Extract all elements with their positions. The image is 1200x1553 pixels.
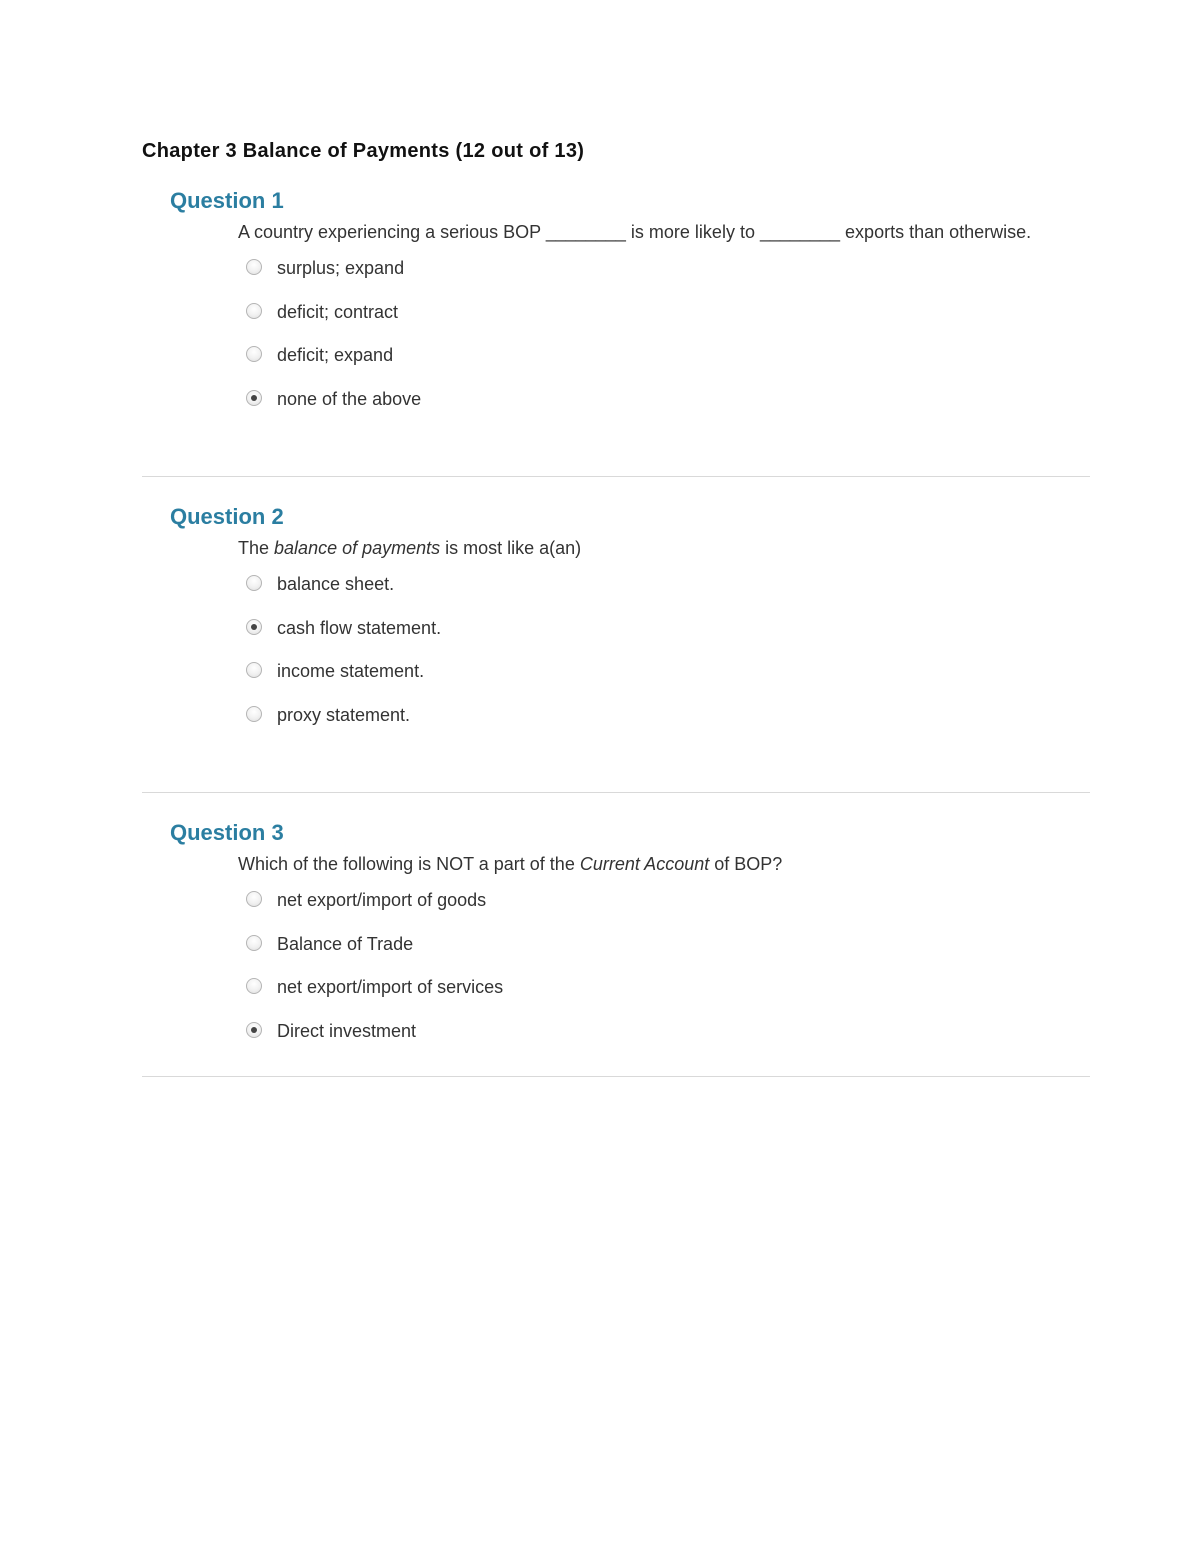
option-label: income statement. (277, 661, 425, 681)
section-divider (142, 476, 1090, 477)
option-label: deficit; expand (277, 345, 394, 365)
radio-button[interactable] (246, 978, 262, 994)
option-label: proxy statement. (277, 704, 411, 725)
option-label: deficit; contract (277, 301, 399, 322)
question-heading: Question 2 (170, 504, 284, 529)
option-label: balance sheet. (277, 574, 395, 594)
radio-button[interactable] (246, 706, 262, 722)
question-heading: Question 1 (170, 188, 284, 213)
prompt-text: A country experiencing a serious BOP ________ is more likely to ________ exports than otherwise. (238, 222, 1032, 242)
radio-button[interactable] (246, 935, 262, 951)
question-prompt (238, 222, 1031, 243)
radio-button[interactable] (246, 346, 262, 362)
radio-button[interactable] (246, 1022, 262, 1038)
radio-button[interactable] (246, 303, 262, 319)
radio-button[interactable] (246, 575, 262, 591)
radio-button[interactable] (246, 662, 262, 678)
question-prompt (238, 538, 581, 559)
option-label: cash flow statement. (277, 617, 442, 638)
section-divider (142, 1076, 1090, 1077)
option-label: surplus; expand (277, 258, 405, 278)
prompt-emphasis: Current Account (579, 854, 710, 874)
radio-button[interactable] (246, 619, 262, 635)
prompt-text: Which of the following is NOT a part of the (238, 854, 580, 874)
option-label: Balance of Trade (277, 933, 414, 954)
option-label: none of the above (277, 388, 422, 409)
option-label: net export/import of goods (277, 890, 487, 910)
prompt-text-end: is most like a(an) (440, 538, 582, 558)
question-heading: Question 3 (170, 820, 284, 845)
option-label: Direct investment (277, 1020, 417, 1041)
prompt-text-end: of BOP? (709, 854, 783, 874)
radio-button[interactable] (246, 891, 262, 907)
section-divider (142, 792, 1090, 793)
radio-button[interactable] (246, 390, 262, 406)
prompt-emphasis: balance of payments (274, 538, 441, 558)
prompt-text: The (238, 538, 275, 558)
radio-button[interactable] (246, 259, 262, 275)
page-title: Chapter 3 Balance of Payments (12 out of 13) (142, 140, 585, 162)
option-label: net export/import of services (277, 977, 504, 997)
question-prompt (238, 854, 782, 875)
